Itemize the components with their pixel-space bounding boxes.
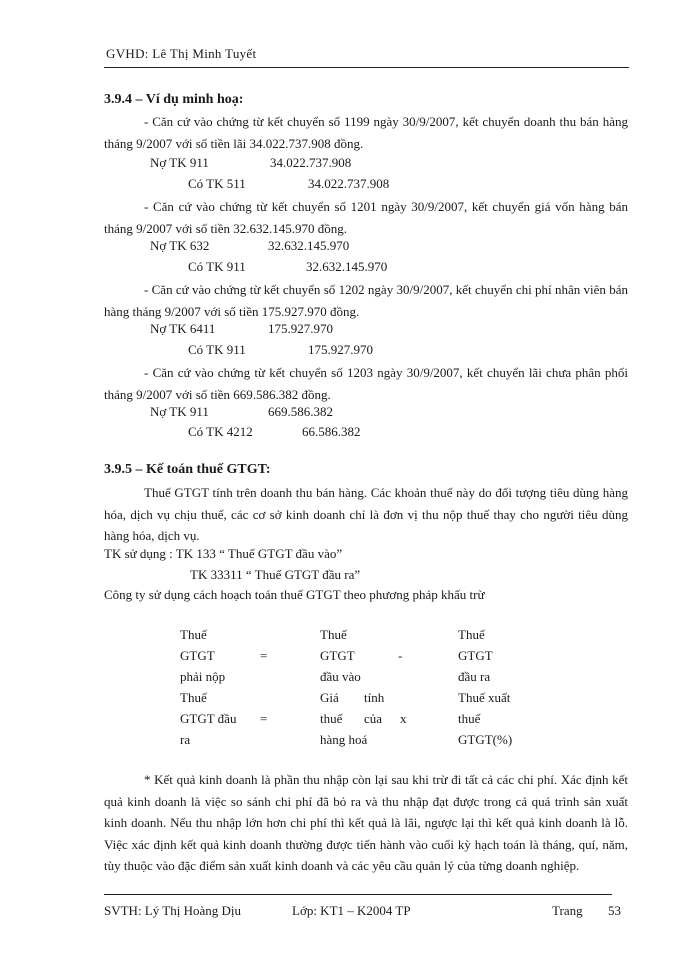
formula2-col3-line1: Thuế xuất bbox=[458, 690, 511, 705]
entry-3-credit-amount: 175.927.970 bbox=[308, 342, 373, 357]
entry-4-credit-amount: 66.586.382 bbox=[302, 424, 361, 439]
entry-2-debit-amount: 32.632.145.970 bbox=[268, 238, 350, 253]
entry-3-debit-label: Nợ TK 6411 bbox=[150, 321, 216, 336]
formula2-col2-word-thue: thuế bbox=[320, 711, 343, 726]
entry-1-credit-label: Có TK 511 bbox=[188, 176, 246, 191]
entry-4-credit-label: Có TK 4212 bbox=[188, 424, 253, 439]
formula1-col3-line2: GTGT bbox=[458, 648, 493, 663]
formula2-col2-word-cua: của bbox=[364, 711, 383, 726]
footer-page-label: Trang bbox=[552, 903, 583, 918]
method-statement: Công ty sử dụng cách hoạch toán thuế GTGT theo phương pháp khấu trừ bbox=[104, 587, 485, 602]
footer-class: Lớp: KT1 – K2004 TP bbox=[292, 903, 411, 918]
entry-2-debit-label: Nợ TK 632 bbox=[150, 238, 210, 253]
formula1-col2-line3: đầu vào bbox=[320, 669, 361, 684]
formula2-col2-word-gia: Giá bbox=[320, 690, 339, 705]
entry-4-debit-amount: 669.586.382 bbox=[268, 404, 333, 419]
footer-divider bbox=[104, 894, 612, 895]
page-header: GVHD: Lê Thị Minh Tuyết bbox=[106, 46, 257, 61]
formula1-col1-line2: GTGT bbox=[180, 648, 215, 663]
account-used-output-vat: TK 33311 “ Thuế GTGT đầu ra” bbox=[190, 567, 361, 582]
footer-student: SVTH: Lý Thị Hoàng Dịu bbox=[104, 903, 241, 918]
paragraph-394-1: - Căn cứ vào chứng từ kết chuyển số 1199 ngày 30/9/2007, kết chuyển doanh thu bán hàng tháng 9/2007 với số tiền lãi 34.022.737.908 đồng. bbox=[104, 114, 628, 151]
formula1-col2-line2: GTGT bbox=[320, 648, 355, 663]
account-used-input-vat: TK sử dụng : TK 133 “ Thuế GTGT đầu vào” bbox=[104, 546, 343, 561]
paragraph-394-3: - Căn cứ vào chứng từ kết chuyển số 1202 ngày 30/9/2007, kết chuyển chi phí nhân viên bán hàng tháng 9/2007 với số tiền 175.927.970 đồng. bbox=[104, 282, 628, 319]
formula1-col1-line3: phải nộp bbox=[180, 669, 226, 684]
formula2-col2-line3: hàng hoá bbox=[320, 732, 368, 747]
formula1-col1-line1: Thuế bbox=[180, 627, 207, 642]
formula2-times: x bbox=[400, 711, 407, 726]
entry-2-credit-label: Có TK 911 bbox=[188, 259, 246, 274]
paragraph-395-1: Thuế GTGT tính trên doanh thu bán hàng. Các khoản thuế này do đối tượng tiêu dùng hàng hóa, dịch vụ chịu thuế, các cơ sở kinh doanh chỉ là đơn vị thu nộp thuế thay cho người tiêu dùng hàng hóa, dịch vụ. bbox=[104, 485, 628, 543]
entry-3-debit-amount: 175.927.970 bbox=[268, 321, 333, 336]
paragraph-394-2: - Căn cứ vào chứng từ kết chuyển số 1201 ngày 30/9/2007, kết chuyển giá vốn hàng bán tháng 9/2007 với số tiền 32.632.145.970 đồng. bbox=[104, 199, 628, 236]
formula1-col2-line1: Thuế bbox=[320, 627, 347, 642]
formula1-col3-line1: Thuế bbox=[458, 627, 485, 642]
formula2-col1-line3: ra bbox=[180, 732, 191, 747]
entry-3-credit-label: Có TK 911 bbox=[188, 342, 246, 357]
formula2-col2-word-tinh: tính bbox=[364, 690, 385, 705]
formula2-col1-line1: Thuế bbox=[180, 690, 207, 705]
entry-4-debit-label: Nợ TK 911 bbox=[150, 404, 209, 419]
formula1-minus: - bbox=[398, 648, 403, 663]
formula2-col3-line3: GTGT(%) bbox=[458, 732, 513, 747]
formula2-col1-line2: GTGT đầu bbox=[180, 711, 237, 726]
entry-1-credit-amount: 34.022.737.908 bbox=[308, 176, 390, 191]
header-divider bbox=[104, 67, 629, 68]
entry-1-debit-amount: 34.022.737.908 bbox=[270, 155, 352, 170]
formula2-equals: = bbox=[260, 711, 268, 726]
section-heading-394: 3.9.4 – Ví dụ minh hoạ: bbox=[104, 92, 244, 107]
formula1-equals: = bbox=[260, 648, 268, 663]
section-heading-395: 3.9.5 – Kế toán thuế GTGT: bbox=[104, 462, 271, 477]
formula1-col3-line3: đầu ra bbox=[458, 669, 491, 684]
entry-2-credit-amount: 32.632.145.970 bbox=[306, 259, 388, 274]
entry-1-debit-label: Nợ TK 911 bbox=[150, 155, 209, 170]
footer-page-number: 53 bbox=[608, 903, 621, 918]
paragraph-394-4: - Căn cứ vào chứng từ kết chuyển số 1203 ngày 30/9/2007, kết chuyển lãi chưa phân phối tháng 9/2007 với số tiền 669.586.382 đồng. bbox=[104, 365, 628, 402]
formula2-col3-line2: thuế bbox=[458, 711, 481, 726]
paragraph-395-2: * Kết quả kinh doanh là phần thu nhập còn lại sau khi trừ đi tất cả các chi phí. Xác định kết quả kinh doanh là việc so sánh chi phí đã bỏ ra và thu nhập đạt được trong cả quá trình sản xuất kinh doanh. Nếu thu nhập lớn hơn chi phí thì kết quả là lãi, ngược lại thì kết quả kinh doanh là lỗ. Việc xác định kết quả kinh doanh thường được tiến hành vào cuối kỳ hạch toán là tháng, quí, năm, tùy thuộc vào đặc điểm sản xuất kinh doanh và các yêu cầu quản lý của từng doanh nghiệp. bbox=[104, 772, 628, 873]
